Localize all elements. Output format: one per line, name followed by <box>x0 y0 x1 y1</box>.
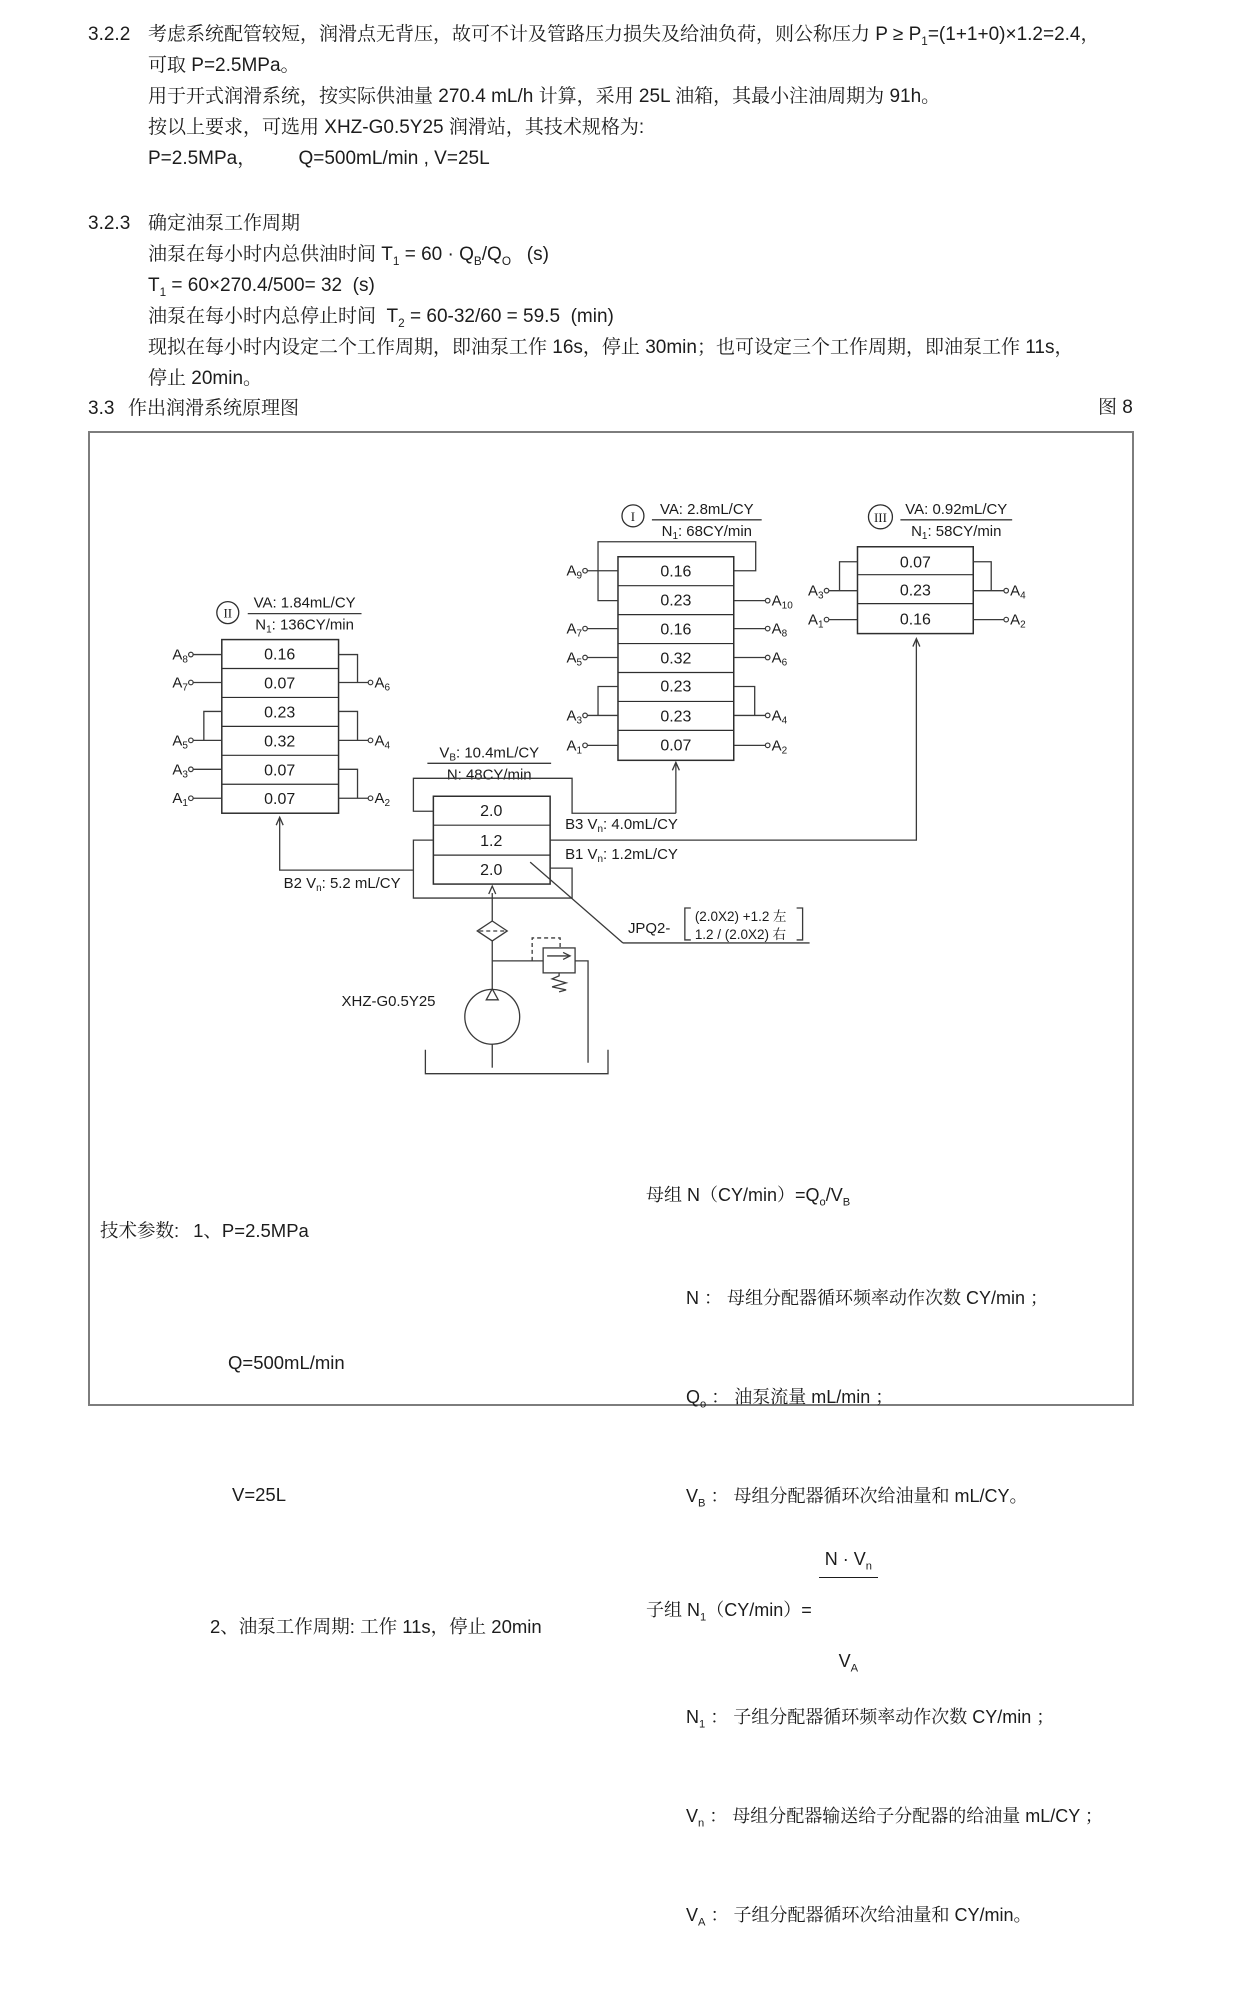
outlet-label: $A_9$ <box>566 562 583 582</box>
pilot-line <box>532 938 560 961</box>
figure-number-label: 图 8 <box>1098 397 1133 418</box>
outlet-label: $A_7$ <box>172 674 188 694</box>
outlet-label: $A_1$ <box>566 737 583 757</box>
section-number: 3.3 <box>88 398 115 419</box>
paragraph-line: 按以上要求，可选用 XHZ-G0.5Y25 润滑站，其技术规格为: <box>148 117 645 138</box>
section-number: 3.2.3 <box>88 213 131 234</box>
paragraph-line: P=2.5MPa， Q=500mL/min , V=25L <box>148 148 490 169</box>
formula-definitions <box>646 1113 1103 1998</box>
params-label: 技术参数: <box>100 1220 180 1241</box>
group-n1-spec: $N_1$: 58CY/min <box>911 522 1002 542</box>
jpq2-line2: 1.2 / (2.0X2) 右 <box>694 926 787 942</box>
right-bracket <box>797 908 803 940</box>
section-title: 作出润滑系统原理图 <box>128 398 300 419</box>
dose-value: 0.16 <box>264 646 296 664</box>
oil-tank-icon <box>425 1050 608 1074</box>
paragraph-line <box>88 393 1163 424</box>
outlet-label: $A_6$ <box>374 674 391 694</box>
master-n-spec: N: 48CY/min <box>446 766 532 784</box>
paragraph-line: $T_1 = 60\times 270.4/500= 32$ (s) <box>148 275 375 299</box>
group-va-spec: VA: 1.84mL/CY <box>253 594 356 612</box>
outlet-label: $A_4$ <box>374 732 391 752</box>
branch-b3-label: B3 $V_n$: 4.0mL/CY <box>565 816 678 836</box>
paragraph-line: 可取 P=2.5MPa。 <box>148 55 300 76</box>
distributor-group-2 <box>172 595 390 814</box>
pump-station <box>342 921 608 1074</box>
dose-value: 0.23 <box>660 592 692 610</box>
outlet-label: $A_3$ <box>808 582 824 602</box>
outlet-label: $A_8$ <box>172 646 188 666</box>
paragraph-line: 油泵在每小时内总停止时间 $T_2 = 60-32/60 = 59.5$ (min) <box>148 306 614 330</box>
relief-valve-icon <box>543 948 575 973</box>
paragraph-line: 油泵在每小时内总供油时间 $T_1 = 60 \cdot Q_B/Q_O$ (s) <box>148 244 549 268</box>
def-n1: $N_1$ ： 子组分配器循环频率动作次数 CY/min ； <box>686 1707 1055 1731</box>
param-volume: V=25L <box>232 1484 287 1505</box>
dose-value: 0.23 <box>660 708 692 726</box>
pump-outlet-triangle-icon <box>486 989 498 1000</box>
jpq2-model-label: JPQ2- <box>627 919 671 937</box>
section-3-2-2 <box>88 19 1163 174</box>
dose-value: 0.16 <box>660 563 692 581</box>
def-n: N ： 母组分配器循环频率动作次数 CY/min ； <box>686 1288 1049 1308</box>
section-3-3 <box>88 393 1163 424</box>
fraction-numerator: $N \cdot V_n$ <box>819 1543 878 1578</box>
param-line <box>100 1209 542 1253</box>
dose-value: 0.07 <box>264 762 296 780</box>
dose-value: 0.16 <box>899 611 931 629</box>
group-numeral: II <box>223 605 233 621</box>
outlet-label: $A_2$ <box>771 737 788 757</box>
dose-value: 0.07 <box>660 737 692 755</box>
line-text: 考虑系统配管较短，润滑点无背压，故可不计及管路压力损失及给油负荷，则公称压力 $P \ge P_1=(1+1+0)\times 1.2=2.4$， <box>148 24 1100 48</box>
pump-circle-icon <box>465 989 520 1044</box>
group-numeral: III <box>873 509 887 525</box>
def-va: $V_A$ ： 子组分配器循环次给油量和 CY/min。 <box>686 1905 1032 1929</box>
outlet-label: $A_8$ <box>771 620 788 640</box>
outlet-label: $A_4$ <box>771 707 788 727</box>
branch-b1-label: B1 $V_n$: 1.2mL/CY <box>565 846 678 866</box>
paragraph-line: 现拟在每小时内设定二个工作周期，即油泵工作 16s，停止 30min；也可设定三个工作周期，即油泵工作 11s， <box>148 337 1074 358</box>
outlet-label: $A_3$ <box>566 707 583 727</box>
outlet-label: $A_1$ <box>172 790 188 810</box>
def-qo: $Q_o$ ： 油泵流量 mL/min ； <box>686 1387 894 1411</box>
master-vb-spec: $V_B$: 10.4mL/CY <box>439 744 540 764</box>
paragraph-line <box>88 208 1163 239</box>
param-flow: Q=500mL/min <box>228 1352 345 1373</box>
dose-value: 0.07 <box>899 554 931 572</box>
child-group-formula <box>646 1548 1103 1675</box>
paragraph-line: 用于开式润滑系统，按实际供油量 270.4 mL/h 计算，采用 25L 油箱，其最小注油周期为 91h。 <box>148 86 941 107</box>
figure-8-frame <box>88 431 1134 1929</box>
group-va-spec: VA: 2.8mL/CY <box>659 500 754 518</box>
dose-value: 0.07 <box>264 791 296 809</box>
def-vb: $V_B$ ： 母组分配器循环次给油量和 mL/CY。 <box>686 1486 1028 1510</box>
dose-value: 0.07 <box>264 675 296 693</box>
dose-value: 0.16 <box>660 621 692 639</box>
section-title: 确定油泵工作周期 <box>148 213 301 234</box>
group-va-spec: VA: 0.92mL/CY <box>905 500 1008 518</box>
dose-value: 2.0 <box>480 803 503 821</box>
dose-value: 0.32 <box>264 733 296 751</box>
param-pressure: 1、P=2.5MPa <box>193 1220 309 1241</box>
distributor-group-1 <box>567 501 794 760</box>
paragraph-line <box>88 19 1163 50</box>
outlet-label: $A_4$ <box>1010 582 1026 602</box>
outlet-label: $A_{10}$ <box>771 592 793 612</box>
section-3-2-3 <box>88 208 1163 394</box>
outlet-label: $A_3$ <box>172 761 188 781</box>
distributor-group-3 <box>808 501 1026 634</box>
dose-value: 0.23 <box>660 678 692 696</box>
technical-parameters <box>100 1121 542 1737</box>
valve-spring-icon <box>552 973 566 992</box>
paragraph-line: 停止 20min。 <box>148 368 263 389</box>
outlet-label: $A_2$ <box>374 790 391 810</box>
branch-b2-label: B2 $V_n$: 5.2 mL/CY <box>283 875 401 895</box>
dose-value: 1.2 <box>480 833 503 851</box>
pump-station-label: XHZ-G0.5Y25 <box>341 992 436 1010</box>
def-vn: $V_n$ ： 母组分配器输送给子分配器的给油量 mL/CY ； <box>686 1806 1103 1830</box>
group-n1-spec: $N_1$: 68CY/min <box>661 522 752 542</box>
mother-group-formula: 母组 $N(CY/\min)=Q_o/V_B$ <box>646 1185 851 1209</box>
outlet-label: $A_6$ <box>771 649 788 669</box>
jpq2-line1: (2.0X2) +1.2 左 <box>694 908 787 924</box>
dose-value: 0.23 <box>899 582 931 600</box>
left-bracket <box>685 908 691 940</box>
outlet-label: $A_5$ <box>566 649 583 669</box>
outlet-label: $A_5$ <box>172 732 188 752</box>
group-numeral: I <box>630 508 636 524</box>
dose-value: 2.0 <box>480 862 503 880</box>
outlet-label: $A_7$ <box>566 620 583 640</box>
outlet-label: $A_2$ <box>1010 611 1026 631</box>
child-formula-lhs: 子组 $N_1(CY/\min)=$ <box>646 1599 817 1624</box>
section-number: 3.2.2 <box>88 24 131 45</box>
outlet-label: $A_1$ <box>808 611 824 631</box>
param-duty-cycle: 2、油泵工作周期: 工作 11s，停止 20min <box>210 1616 542 1637</box>
dose-value: 0.32 <box>660 650 692 668</box>
group-n1-spec: $N_1$: 136CY/min <box>255 616 354 636</box>
fraction-denominator: $V_A$ <box>838 1650 859 1675</box>
dose-value: 0.23 <box>264 704 296 722</box>
